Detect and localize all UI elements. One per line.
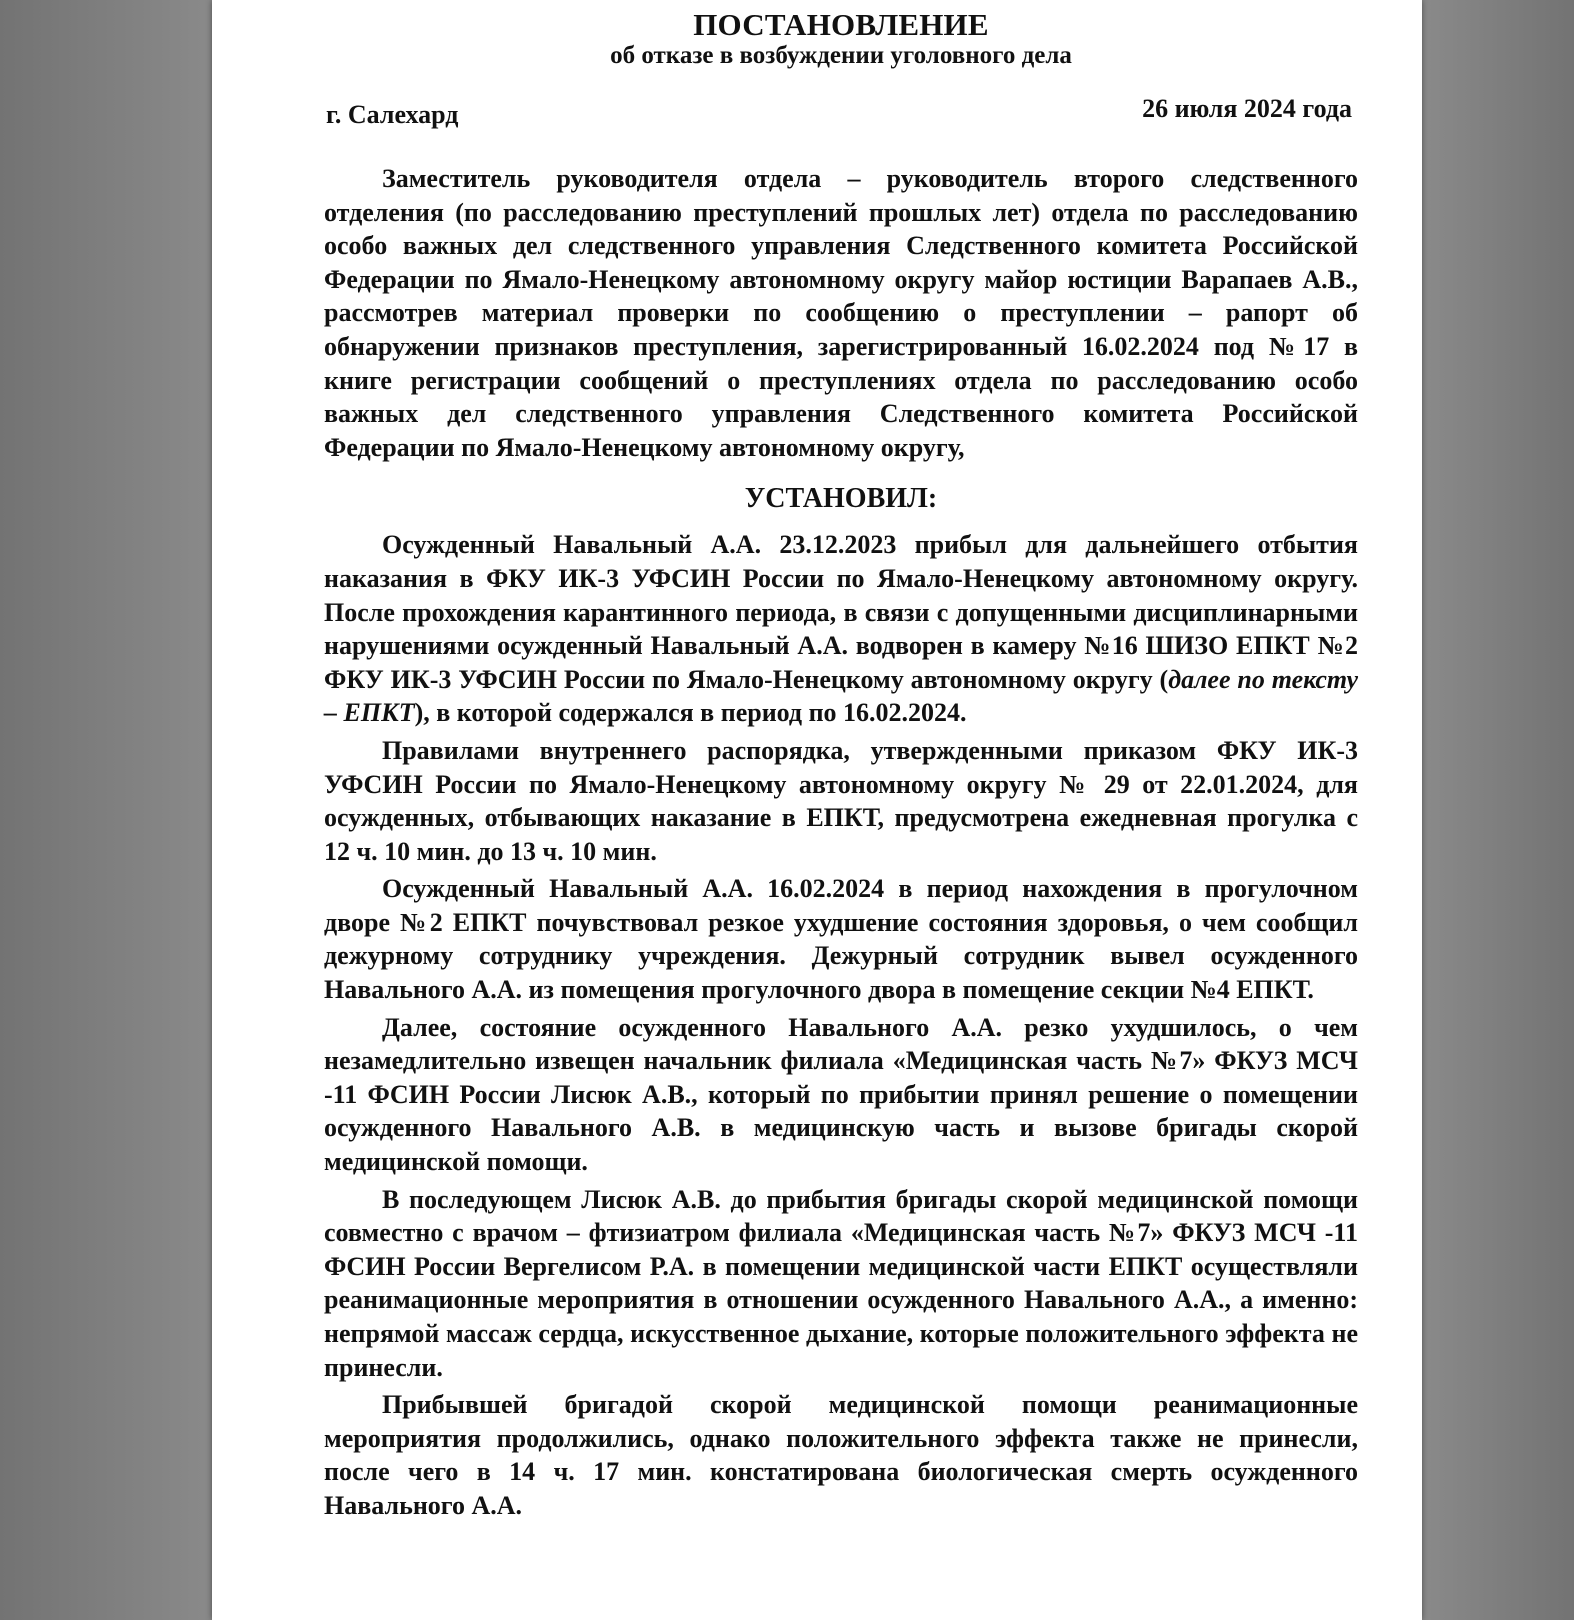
place-date-line xyxy=(324,94,1358,130)
document-date: 26 июля 2024 года xyxy=(1142,94,1352,123)
paragraph-6: Прибывшей бригадой скорой медицинской помощи реанимационные мероприятия продолжились, однако положительного эффекта также не принесли, после чего в 14 ч. 17 мин. констатирована биологическая смерть осужденного Навального А.А. xyxy=(324,1390,1358,1520)
paragraph-1-italic-note: далее по тексту – ЕПКТ xyxy=(324,664,1358,728)
viewer-background-right xyxy=(1422,0,1574,1620)
document-page xyxy=(212,0,1422,1620)
paragraph-4: Далее, состояние осужденного Навального А.А. резко ухудшилось, о чем незамедлительно извещен начальник филиала «Медицинская часть №7» ФКУЗ МСЧ -11 ФСИН России Лисюк А.В., который по прибытии принял решение о помещении осужденного Навального А.В. в медицинскую часть и вызове бригады скорой медицинской помощи. xyxy=(324,1012,1358,1177)
viewer-background-left xyxy=(0,0,212,1620)
paragraph-2: Правилами внутреннего распорядка, утвержденными приказом ФКУ ИК-3 УФСИН России по Ямало-Ненецкому автономному округу № 29 от 22.01.2024, для осужденных, отбывающих наказание в ЕПКТ, предусмотрена ежедневная прогулка с 12 ч. 10 мин. до 13 ч. 10 мин. xyxy=(324,735,1358,866)
intro-paragraph: Заместитель руководителя отдела – руководитель второго следственного отделения (по расследованию преступлений прошлых лет) отдела по расследованию особо важных дел следственного управления Следственного комитета Российской Федерации по Ямало-Ненецкому автономному округу майор юстиции Варапаев А.В., рассмотрев материал проверки по сообщению о преступлении – рапорт об обнаружении признаков преступления, зарегистрированный 16.02.2024 под №17 в книге регистрации сообщений о преступлениях отдела по расследованию особо важных дел следственного управления Следственного комитета Российской Федерации по Ямало-Ненецкому автономному округу, xyxy=(324,164,1358,462)
paragraph-1-text-start: Осужденный Навальный А.А. 23.12.2023 прибыл для дальнейшего отбытия наказания в ФКУ ИК-3 УФСИН России по Ямало-Ненецкому автономному округу. После прохождения карантинного периода, в связи с допущенными дисциплинарными нарушениями осужденный Навальный А.А. водворен в камеру №16 ШИЗО ЕПКТ №2 ФКУ ИК-3 УФСИН России по Ямало-Ненецкому автономному округу ( xyxy=(324,530,1358,694)
paragraph-1-text-end: ), в которой содержался в период по 16.02.2024. xyxy=(414,698,967,728)
paragraph-5: В последующем Лисюк А.В. до прибытия бригады скорой медицинской помощи совместно с врачом – фтизиатром филиала «Медицинская часть №7» ФКУЗ МСЧ -11 ФСИН России Вергелисом Р.А. в помещении медицинской части ЕПКТ осуществляли реанимационные мероприятия в отношении осужденного Навального А.А., а именно: непрямой массаж сердца, искусственное дыхание, которые положительного эффекта не принесли. xyxy=(324,1184,1358,1382)
document-subtitle: об отказе в возбуждении уголовного дела xyxy=(610,42,1072,69)
section-heading: УСТАНОВИЛ: xyxy=(744,483,938,515)
paragraph-1 xyxy=(324,528,1358,730)
paragraph-3: Осужденный Навальный А.А. 16.02.2024 в период нахождения в прогулочном дворе №2 ЕПКТ почувствовал резкое ухудшение состояния здоровья, о чем сообщил дежурному сотруднику учреждения. Дежурный сотрудник вывел осужденного Навального А.А. из помещения прогулочного двора в помещение секции №4 ЕПКТ. xyxy=(324,874,1358,1005)
document-title: ПОСТАНОВЛЕНИЕ xyxy=(693,7,989,42)
document-place: г. Салехард xyxy=(326,100,459,129)
